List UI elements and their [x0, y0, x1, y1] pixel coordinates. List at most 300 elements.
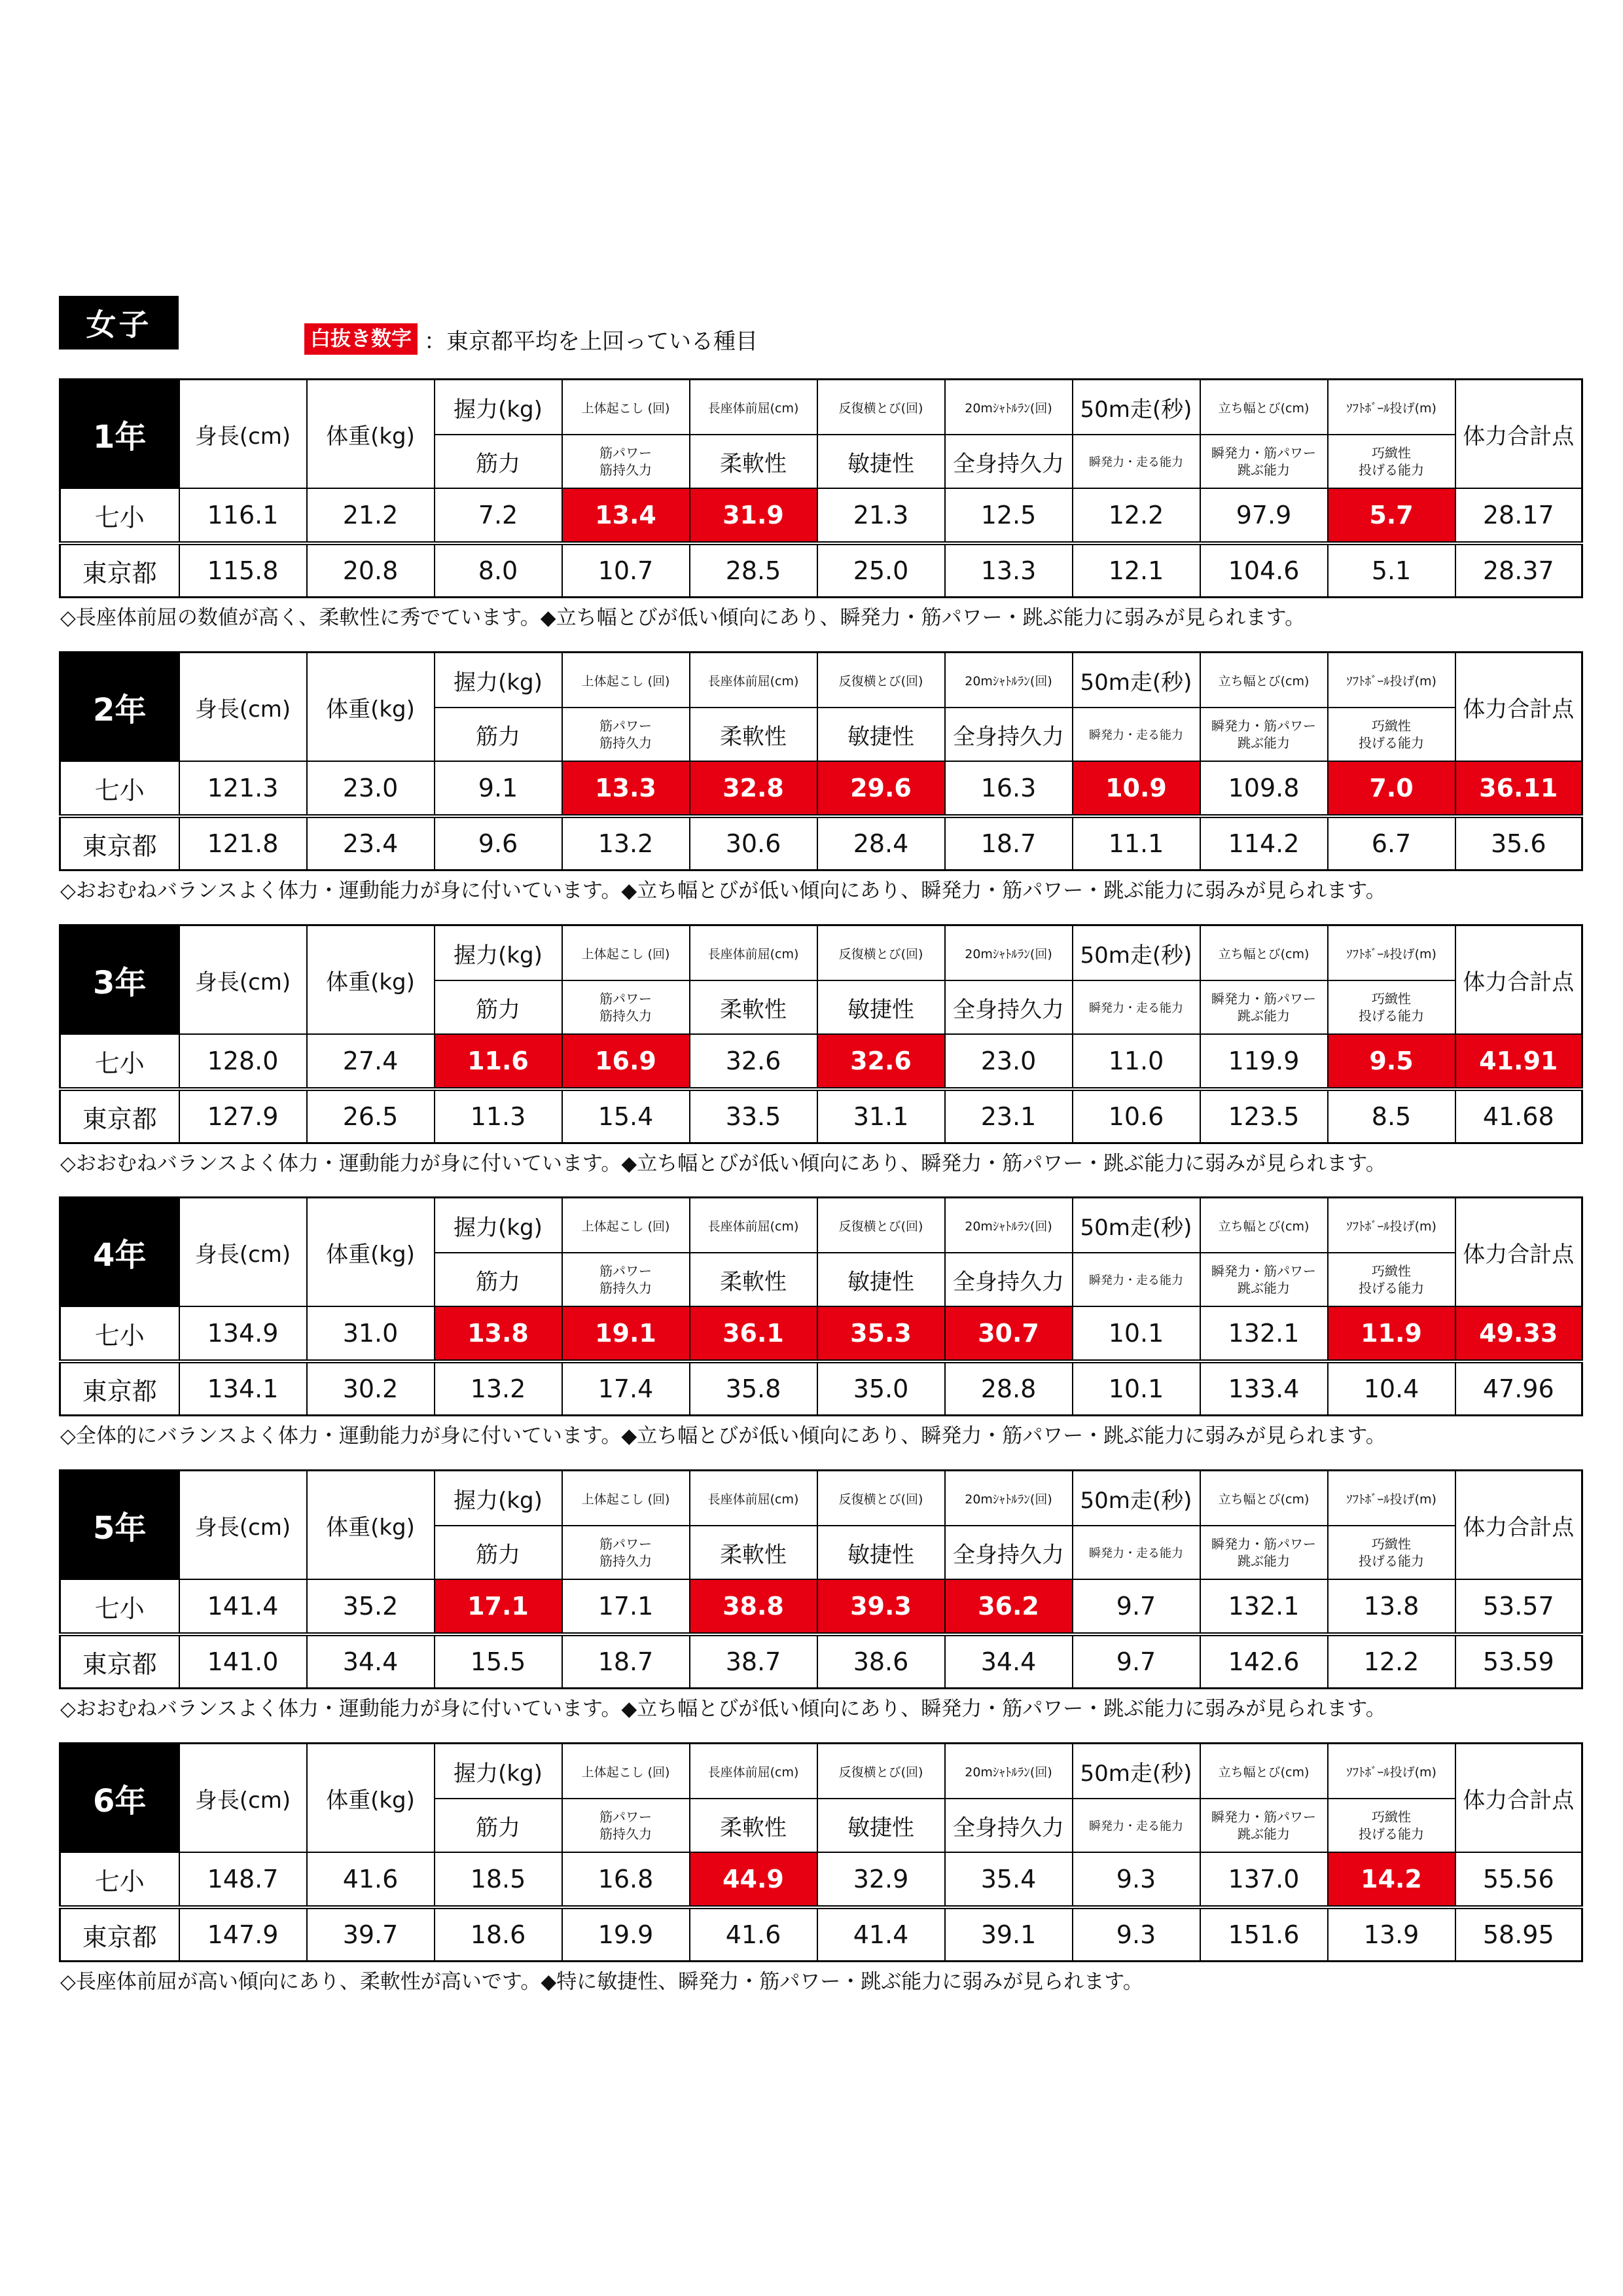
ability-header: [1200, 980, 1328, 1034]
ability-label-line2: 筋持久力: [599, 1008, 652, 1024]
grade-label: 1年: [60, 380, 179, 489]
ability-label: 瞬発力・走る能力: [1089, 456, 1183, 469]
tokyo-value: 10.6: [1073, 1089, 1200, 1143]
school-value: 23.0: [945, 1034, 1073, 1089]
school-value: 35.3: [817, 1306, 945, 1361]
ability-label: 敏捷性: [847, 450, 914, 477]
ability-label: 巧緻性: [1372, 991, 1411, 1007]
ability-label: 柔軟性: [720, 1268, 787, 1295]
weight-header: 体重(kg): [307, 653, 435, 762]
ability-label: 瞬発力・筋パワー: [1211, 1809, 1316, 1825]
ability-header: [690, 1526, 817, 1579]
school-value: 17.1: [435, 1579, 562, 1634]
test-name-header: 上体起こし (回): [562, 1471, 690, 1526]
ability-label: 全身持久力: [953, 996, 1064, 1023]
ability-label: 筋パワー: [599, 1536, 652, 1552]
test-name-header: 反復横とび(回): [817, 1471, 945, 1526]
school-value: 49.33: [1455, 1306, 1582, 1361]
test-name-header: 長座体前屈(cm): [690, 380, 817, 435]
school-value: 116.1: [179, 488, 307, 543]
ability-header: [817, 435, 945, 488]
test-name-header: 長座体前屈(cm): [690, 1471, 817, 1526]
ability-header: [1200, 1253, 1328, 1306]
test-name-header: 20mｼｬﾄﾙﾗﾝ(回): [945, 380, 1073, 435]
total-header: 体力合計点: [1455, 1744, 1582, 1853]
tokyo-value: 25.0: [817, 543, 945, 598]
ability-header: [1328, 1253, 1455, 1306]
tokyo-value: 114.2: [1200, 816, 1328, 870]
tokyo-value: 41.68: [1455, 1089, 1582, 1143]
school-value: 16.3: [945, 761, 1073, 816]
test-name-header: 上体起こし (回): [562, 925, 690, 981]
total-header: 体力合計点: [1455, 1471, 1582, 1580]
table-row: [60, 1907, 1582, 1962]
ability-header: [435, 1799, 562, 1852]
tokyo-value: 28.5: [690, 543, 817, 598]
tokyo-value: 15.5: [435, 1634, 562, 1689]
tokyo-value: 9.7: [1073, 1634, 1200, 1689]
tokyo-value: 6.7: [1328, 816, 1455, 870]
test-name-header: ｿﾌﾄﾎﾞｰﾙ投げ(m): [1328, 1198, 1455, 1253]
school-value: 11.0: [1073, 1034, 1200, 1089]
school-value: 14.2: [1328, 1852, 1455, 1907]
ability-label: 瞬発力・筋パワー: [1211, 445, 1316, 461]
school-value: 36.1: [690, 1306, 817, 1361]
table-row: [60, 1089, 1582, 1143]
test-name-header: 50m走(秒): [1073, 1471, 1200, 1526]
tokyo-value: 15.4: [562, 1089, 690, 1143]
ability-header: [945, 1253, 1073, 1306]
tokyo-value: 13.3: [945, 543, 1073, 598]
test-name-header: 20mｼｬﾄﾙﾗﾝ(回): [945, 1471, 1073, 1526]
tokyo-value: 142.6: [1200, 1634, 1328, 1689]
tokyo-value: 23.1: [945, 1089, 1073, 1143]
table-row: [60, 488, 1582, 543]
weight-header: 体重(kg): [307, 1744, 435, 1853]
tokyo-value: 151.6: [1200, 1907, 1328, 1962]
ability-label-line2: 跳ぶ能力: [1238, 735, 1290, 751]
tokyo-value: 17.4: [562, 1361, 690, 1416]
tokyo-value: 11.1: [1073, 816, 1200, 870]
ability-label-line2: 筋持久力: [599, 735, 652, 751]
tokyo-value: 38.7: [690, 1634, 817, 1689]
school-value: 148.7: [179, 1852, 307, 1907]
total-header: 体力合計点: [1455, 653, 1582, 762]
ability-label: 瞬発力・走る能力: [1089, 1547, 1183, 1560]
test-name-header: 立ち幅とび(cm): [1200, 380, 1328, 435]
test-name-header: 握力(kg): [435, 1198, 562, 1253]
test-name-header: 反復横とび(回): [817, 653, 945, 708]
school-value: 13.8: [435, 1306, 562, 1361]
ability-header: [690, 980, 817, 1034]
tokyo-value: 58.95: [1455, 1907, 1582, 1962]
school-value: 13.3: [562, 761, 690, 816]
tokyo-value: 13.2: [435, 1361, 562, 1416]
test-name-header: 50m走(秒): [1073, 653, 1200, 708]
ability-header: [435, 1253, 562, 1306]
ability-label: 全身持久力: [953, 1814, 1064, 1841]
school-value: 31.0: [307, 1306, 435, 1361]
grade-table: [59, 1196, 1583, 1416]
ability-header: [1200, 708, 1328, 761]
school-value: 28.17: [1455, 488, 1582, 543]
ability-header: [435, 435, 562, 488]
grade-comment: ◇おおむねバランスよく体力・運動能力が身に付いています。◆立ち幅とびが低い傾向にあり、瞬発力・筋パワー・跳ぶ能力に弱みが見られます。: [60, 1697, 1386, 1721]
test-name-header: 上体起こし (回): [562, 1744, 690, 1799]
ability-label: 筋力: [476, 1268, 520, 1295]
ability-label: 筋パワー: [599, 1809, 652, 1825]
height-header: 身長(cm): [179, 380, 307, 489]
school-value: 36.11: [1455, 761, 1582, 816]
ability-header: [562, 980, 690, 1034]
table-row: [60, 1634, 1582, 1689]
tokyo-value: 12.2: [1328, 1634, 1455, 1689]
ability-header: [1073, 1526, 1200, 1579]
tokyo-value: 53.59: [1455, 1634, 1582, 1689]
test-name-header: 長座体前屈(cm): [690, 1198, 817, 1253]
school-value: 9.5: [1328, 1034, 1455, 1089]
tokyo-row-label: 東京都: [60, 1089, 179, 1143]
grade-comment: ◇全体的にバランスよく体力・運動能力が身に付いています。◆立ち幅とびが低い傾向にあり、瞬発力・筋パワー・跳ぶ能力に弱みが見られます。: [60, 1424, 1386, 1448]
test-name-header: 20mｼｬﾄﾙﾗﾝ(回): [945, 653, 1073, 708]
ability-header: [690, 1799, 817, 1852]
test-name-header: ｿﾌﾄﾎﾞｰﾙ投げ(m): [1328, 925, 1455, 981]
test-name-header: 立ち幅とび(cm): [1200, 1198, 1328, 1253]
school-value: 141.4: [179, 1579, 307, 1634]
test-name-header: 20mｼｬﾄﾙﾗﾝ(回): [945, 925, 1073, 981]
ability-label: 敏捷性: [847, 723, 914, 750]
tokyo-value: 35.6: [1455, 816, 1582, 870]
school-row-label: 七小: [60, 488, 179, 543]
grade-block: [59, 1196, 1575, 1416]
ability-label: 瞬発力・走る能力: [1089, 728, 1183, 742]
tokyo-value: 5.1: [1328, 543, 1455, 598]
tokyo-value: 26.5: [307, 1089, 435, 1143]
ability-label-line2: 跳ぶ能力: [1238, 1280, 1290, 1296]
tokyo-value: 41.6: [690, 1907, 817, 1962]
tokyo-value: 30.2: [307, 1361, 435, 1416]
tokyo-value: 35.8: [690, 1361, 817, 1416]
ability-label: 筋力: [476, 723, 520, 750]
test-name-header: 長座体前屈(cm): [690, 925, 817, 981]
ability-label: 瞬発力・筋パワー: [1211, 991, 1316, 1007]
ability-label-line2: 投げる能力: [1359, 462, 1424, 478]
ability-label: 敏捷性: [847, 1814, 914, 1841]
table-row: [60, 543, 1582, 598]
ability-label-line2: 投げる能力: [1359, 1008, 1424, 1024]
school-value: 36.2: [945, 1579, 1073, 1634]
ability-label: 筋力: [476, 450, 520, 477]
test-name-header: 握力(kg): [435, 1744, 562, 1799]
school-value: 5.7: [1328, 488, 1455, 543]
school-value: 119.9: [1200, 1034, 1328, 1089]
legend: [304, 321, 758, 357]
ability-header: [690, 1253, 817, 1306]
ability-label: 柔軟性: [720, 996, 787, 1023]
ability-header: [435, 980, 562, 1034]
table-row: [60, 1361, 1582, 1416]
tokyo-value: 13.2: [562, 816, 690, 870]
ability-header: [1328, 1799, 1455, 1852]
ability-label-line2: 筋持久力: [599, 1826, 652, 1842]
ability-label: 巧緻性: [1372, 1536, 1411, 1552]
test-name-header: 握力(kg): [435, 1471, 562, 1526]
ability-header: [562, 1253, 690, 1306]
ability-header: [1328, 980, 1455, 1034]
school-value: 27.4: [307, 1034, 435, 1089]
school-row-label: 七小: [60, 1034, 179, 1089]
tokyo-value: 30.6: [690, 816, 817, 870]
school-value: 132.1: [1200, 1579, 1328, 1634]
tokyo-value: 34.4: [307, 1634, 435, 1689]
tokyo-value: 115.8: [179, 543, 307, 598]
ability-header: [945, 1799, 1073, 1852]
tokyo-value: 8.5: [1328, 1089, 1455, 1143]
test-name-header: 反復横とび(回): [817, 1744, 945, 1799]
tokyo-value: 147.9: [179, 1907, 307, 1962]
school-row-label: 七小: [60, 761, 179, 816]
ability-label-line2: 投げる能力: [1359, 1826, 1424, 1842]
test-name-header: 反復横とび(回): [817, 1198, 945, 1253]
ability-header: [1328, 435, 1455, 488]
ability-label-line2: 筋持久力: [599, 462, 652, 478]
ability-header: [1073, 435, 1200, 488]
test-name-header: 50m走(秒): [1073, 925, 1200, 981]
ability-header: [1200, 1526, 1328, 1579]
tokyo-value: 47.96: [1455, 1361, 1582, 1416]
school-value: 17.1: [562, 1579, 690, 1634]
height-header: 身長(cm): [179, 925, 307, 1035]
ability-label: 筋パワー: [599, 991, 652, 1007]
tokyo-value: 28.4: [817, 816, 945, 870]
grade-label: 5年: [60, 1471, 179, 1580]
ability-label: 敏捷性: [847, 1541, 914, 1568]
test-name-header: 握力(kg): [435, 653, 562, 708]
tokyo-value: 127.9: [179, 1089, 307, 1143]
ability-label: 筋力: [476, 996, 520, 1023]
school-value: 32.6: [817, 1034, 945, 1089]
tokyo-value: 133.4: [1200, 1361, 1328, 1416]
school-value: 12.2: [1073, 488, 1200, 543]
tokyo-value: 11.3: [435, 1089, 562, 1143]
ability-label-line2: 跳ぶ能力: [1238, 462, 1290, 478]
school-value: 11.6: [435, 1034, 562, 1089]
school-value: 134.9: [179, 1306, 307, 1361]
ability-label: 瞬発力・筋パワー: [1211, 1536, 1316, 1552]
tokyo-row-label: 東京都: [60, 1907, 179, 1962]
weight-header: 体重(kg): [307, 1471, 435, 1580]
ability-header: [817, 1526, 945, 1579]
ability-label-line2: 筋持久力: [599, 1553, 652, 1569]
test-name-header: 上体起こし (回): [562, 653, 690, 708]
tokyo-value: 28.37: [1455, 543, 1582, 598]
test-name-header: 反復横とび(回): [817, 925, 945, 981]
school-value: 21.3: [817, 488, 945, 543]
ability-label: 柔軟性: [720, 1814, 787, 1841]
tokyo-value: 123.5: [1200, 1089, 1328, 1143]
height-header: 身長(cm): [179, 1198, 307, 1307]
grade-table: [59, 651, 1583, 871]
school-value: 9.1: [435, 761, 562, 816]
ability-label: 瞬発力・筋パワー: [1211, 718, 1316, 734]
ability-label: 筋パワー: [599, 445, 652, 461]
table-row: [60, 761, 1582, 816]
tokyo-value: 35.0: [817, 1361, 945, 1416]
test-name-header: 上体起こし (回): [562, 1198, 690, 1253]
test-name-header: 上体起こし (回): [562, 380, 690, 435]
school-value: 10.1: [1073, 1306, 1200, 1361]
weight-header: 体重(kg): [307, 380, 435, 489]
tokyo-value: 19.9: [562, 1907, 690, 1962]
ability-label: 巧緻性: [1372, 1263, 1411, 1279]
tokyo-value: 33.5: [690, 1089, 817, 1143]
table-row: [60, 1579, 1582, 1634]
tokyo-value: 41.4: [817, 1907, 945, 1962]
legend-badge: 白抜き数字: [304, 323, 418, 355]
ability-header: [1073, 708, 1200, 761]
tokyo-value: 13.9: [1328, 1907, 1455, 1962]
ability-label: 巧緻性: [1372, 445, 1411, 461]
test-name-header: 50m走(秒): [1073, 380, 1200, 435]
school-value: 7.0: [1328, 761, 1455, 816]
tokyo-value: 18.6: [435, 1907, 562, 1962]
school-value: 32.6: [690, 1034, 817, 1089]
ability-label: 巧緻性: [1372, 718, 1411, 734]
school-value: 32.8: [690, 761, 817, 816]
height-header: 身長(cm): [179, 1471, 307, 1580]
school-value: 132.1: [1200, 1306, 1328, 1361]
tokyo-value: 9.6: [435, 816, 562, 870]
school-value: 121.3: [179, 761, 307, 816]
grade-block: [59, 651, 1575, 871]
school-value: 12.5: [945, 488, 1073, 543]
total-header: 体力合計点: [1455, 1198, 1582, 1307]
school-value: 39.3: [817, 1579, 945, 1634]
test-name-header: ｿﾌﾄﾎﾞｰﾙ投げ(m): [1328, 1744, 1455, 1799]
test-name-header: 20mｼｬﾄﾙﾗﾝ(回): [945, 1744, 1073, 1799]
total-header: 体力合計点: [1455, 380, 1582, 489]
ability-label: 全身持久力: [953, 723, 1064, 750]
ability-label-line2: 筋持久力: [599, 1280, 652, 1296]
ability-label: 瞬発力・走る能力: [1089, 1274, 1183, 1287]
gender-label: 女子: [59, 296, 179, 350]
tokyo-value: 39.7: [307, 1907, 435, 1962]
school-value: 13.4: [562, 488, 690, 543]
school-value: 16.8: [562, 1852, 690, 1907]
school-value: 44.9: [690, 1852, 817, 1907]
school-row-label: 七小: [60, 1579, 179, 1634]
tokyo-value: 12.1: [1073, 543, 1200, 598]
ability-header: [945, 708, 1073, 761]
ability-header: [562, 708, 690, 761]
tokyo-value: 18.7: [562, 1634, 690, 1689]
ability-label: 柔軟性: [720, 723, 787, 750]
ability-label-line2: 跳ぶ能力: [1238, 1008, 1290, 1024]
test-name-header: 握力(kg): [435, 380, 562, 435]
school-value: 109.8: [1200, 761, 1328, 816]
grade-label: 2年: [60, 653, 179, 762]
grade-comment: ◇長座体前屈が高い傾向にあり、柔軟性が高いです。◆特に敏捷性、瞬発力・筋パワー・跳ぶ能力に弱みが見られます。: [60, 1970, 1143, 1994]
test-name-header: 立ち幅とび(cm): [1200, 1471, 1328, 1526]
height-header: 身長(cm): [179, 1744, 307, 1853]
school-value: 30.7: [945, 1306, 1073, 1361]
ability-header: [1073, 980, 1200, 1034]
school-value: 97.9: [1200, 488, 1328, 543]
test-name-header: 20mｼｬﾄﾙﾗﾝ(回): [945, 1198, 1073, 1253]
school-value: 19.1: [562, 1306, 690, 1361]
tokyo-value: 23.4: [307, 816, 435, 870]
ability-label-line2: 跳ぶ能力: [1238, 1826, 1290, 1842]
tokyo-value: 38.6: [817, 1634, 945, 1689]
tokyo-row-label: 東京都: [60, 1361, 179, 1416]
school-value: 38.8: [690, 1579, 817, 1634]
tokyo-value: 34.4: [945, 1634, 1073, 1689]
ability-header: [562, 435, 690, 488]
test-name-header: 立ち幅とび(cm): [1200, 1744, 1328, 1799]
ability-header: [817, 980, 945, 1034]
school-value: 10.9: [1073, 761, 1200, 816]
ability-label-line2: 投げる能力: [1359, 1553, 1424, 1569]
school-value: 16.9: [562, 1034, 690, 1089]
ability-label: 瞬発力・筋パワー: [1211, 1263, 1316, 1279]
grade-block: [59, 1469, 1575, 1689]
ability-label: 柔軟性: [720, 1541, 787, 1568]
school-value: 31.9: [690, 488, 817, 543]
ability-header: [817, 1799, 945, 1852]
ability-label: 巧緻性: [1372, 1809, 1411, 1825]
test-name-header: 立ち幅とび(cm): [1200, 653, 1328, 708]
ability-header: [945, 980, 1073, 1034]
school-value: 21.2: [307, 488, 435, 543]
school-row-label: 七小: [60, 1852, 179, 1907]
school-value: 137.0: [1200, 1852, 1328, 1907]
school-value: 9.7: [1073, 1579, 1200, 1634]
ability-label: 敏捷性: [847, 996, 914, 1023]
tokyo-value: 18.7: [945, 816, 1073, 870]
school-row-label: 七小: [60, 1306, 179, 1361]
school-value: 41.91: [1455, 1034, 1582, 1089]
ability-header: [435, 708, 562, 761]
grade-table: [59, 924, 1583, 1144]
tokyo-value: 28.8: [945, 1361, 1073, 1416]
ability-header: [690, 435, 817, 488]
test-name-header: 長座体前屈(cm): [690, 653, 817, 708]
ability-label: 瞬発力・走る能力: [1089, 1001, 1183, 1015]
tokyo-value: 104.6: [1200, 543, 1328, 598]
test-name-header: 握力(kg): [435, 925, 562, 981]
test-name-header: 50m走(秒): [1073, 1744, 1200, 1799]
grade-block: [59, 378, 1575, 598]
tokyo-value: 10.1: [1073, 1361, 1200, 1416]
table-row: [60, 1306, 1582, 1361]
grade-block: [59, 1742, 1575, 1962]
ability-label: 敏捷性: [847, 1268, 914, 1295]
tokyo-value: 39.1: [945, 1907, 1073, 1962]
ability-header: [817, 708, 945, 761]
ability-header: [562, 1799, 690, 1852]
tokyo-value: 134.1: [179, 1361, 307, 1416]
test-name-header: ｿﾌﾄﾎﾞｰﾙ投げ(m): [1328, 380, 1455, 435]
tokyo-row-label: 東京都: [60, 543, 179, 598]
grade-table: [59, 1742, 1583, 1962]
school-value: 41.6: [307, 1852, 435, 1907]
tokyo-value: 10.4: [1328, 1361, 1455, 1416]
legend-text: ：東京都平均を上回っている種目: [424, 328, 758, 355]
school-value: 18.5: [435, 1852, 562, 1907]
test-name-header: 立ち幅とび(cm): [1200, 925, 1328, 981]
grade-table: [59, 378, 1583, 598]
ability-header: [690, 708, 817, 761]
